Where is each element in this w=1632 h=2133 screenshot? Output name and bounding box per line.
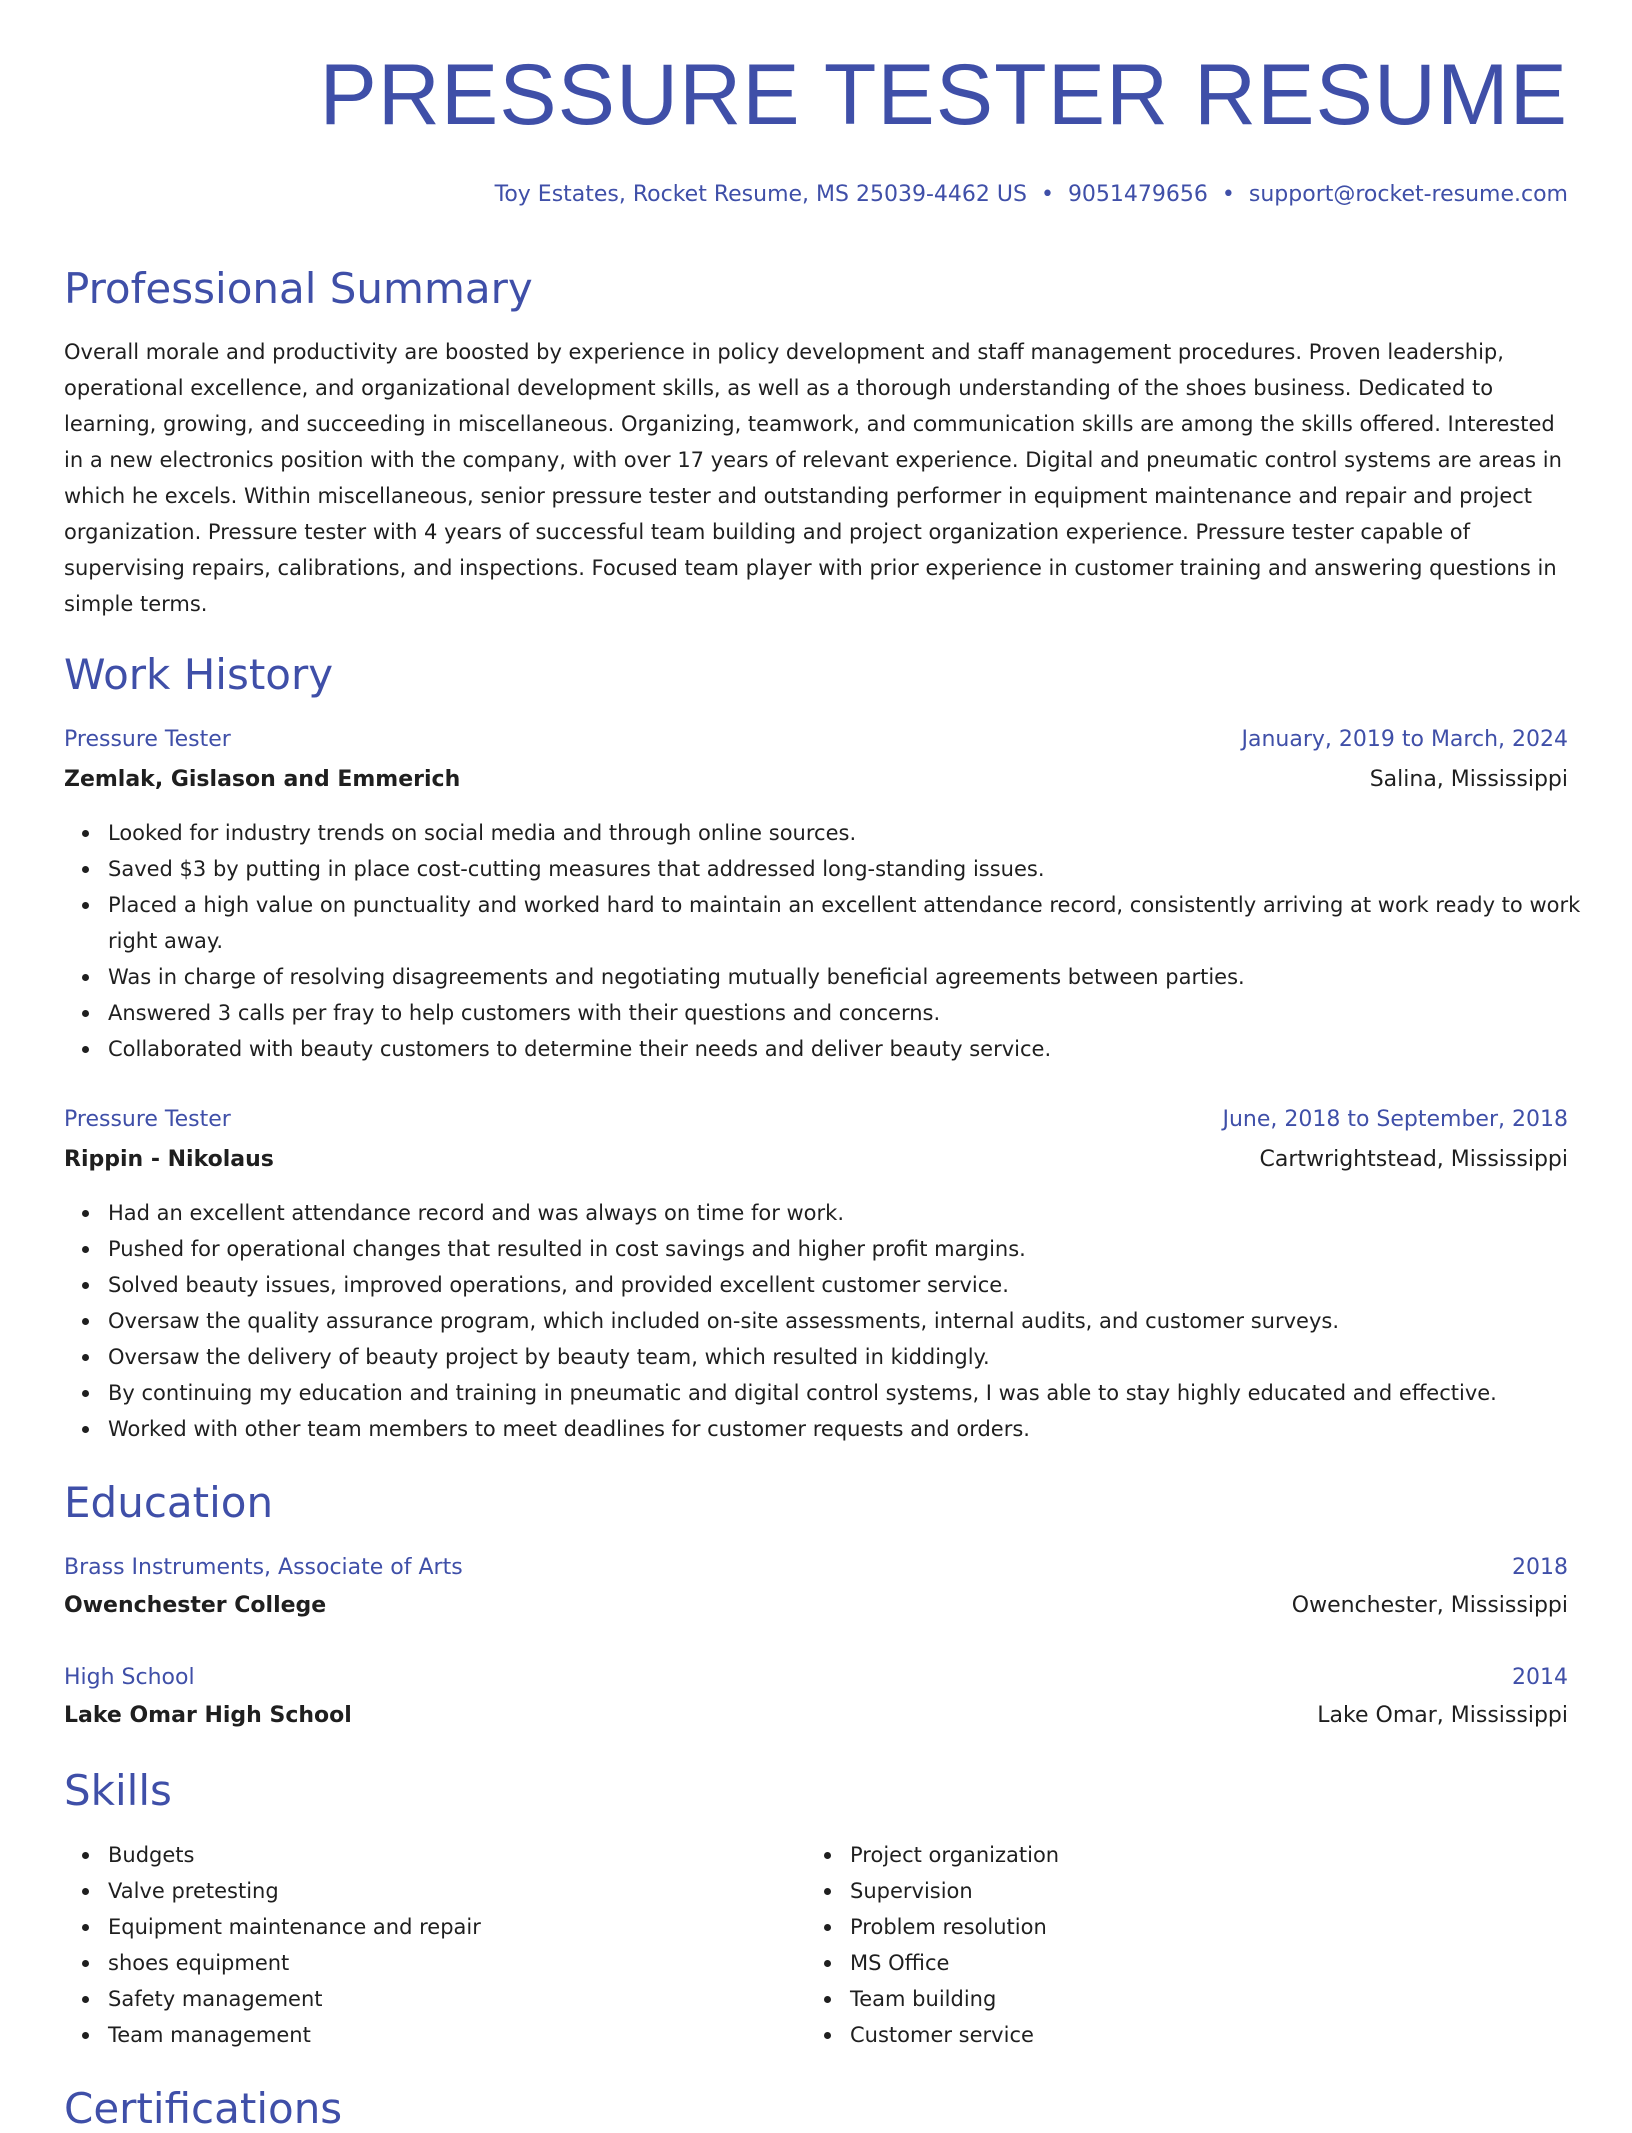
skills-heading: Skills xyxy=(64,1766,172,1815)
list-item: Saved $3 by putting in place cost-cutting measures that addressed long-standing issues. xyxy=(108,851,1612,887)
certifications-heading: Certifications xyxy=(64,2084,343,2133)
skill-item: Customer service xyxy=(850,2017,1550,2053)
job-dates: June, 2018 to September, 2018 xyxy=(1222,1107,1568,1132)
list-item: Oversaw the quality assurance program, which included on-site assessments, internal audits, and customer surveys. xyxy=(108,1303,1612,1339)
skills-list-right xyxy=(806,1837,1550,2053)
skill-item: Project organization xyxy=(850,1837,1550,1873)
skill-item: shoes equipment xyxy=(108,1945,808,1981)
job-location: Salina, Mississippi xyxy=(1369,767,1568,792)
education-heading: Education xyxy=(64,1478,274,1527)
work-history-heading: Work History xyxy=(64,650,334,699)
education-header xyxy=(64,1663,1568,1693)
address: Toy Estates, Rocket Resume, MS 25039-4462 US xyxy=(494,182,1027,207)
graduation-year: 2014 xyxy=(1512,1665,1568,1690)
list-item: Placed a high value on punctuality and worked hard to maintain an excellent attendance record, consistently arriving at work ready to work right away. xyxy=(108,887,1612,959)
skill-item: Supervision xyxy=(850,1873,1550,1909)
list-item: Solved beauty issues, improved operations, and provided excellent customer service. xyxy=(108,1267,1612,1303)
job-location: Cartwrightstead, Mississippi xyxy=(1259,1147,1568,1172)
education-header xyxy=(64,1553,1568,1583)
list-item: Looked for industry trends on social media and through online sources. xyxy=(108,815,1612,851)
skill-item: Team management xyxy=(108,2017,808,2053)
list-item: Answered 3 calls per fray to help customers with their questions and concerns. xyxy=(108,995,1612,1031)
separator: • xyxy=(1040,182,1054,207)
job-duties xyxy=(64,1195,1612,1447)
company-name: Rippin - Nikolaus xyxy=(64,1147,274,1172)
skill-item: MS Office xyxy=(850,1945,1550,1981)
company-name: Zemlak, Gislason and Emmerich xyxy=(64,767,461,792)
job-duties xyxy=(64,815,1612,1067)
summary-heading: Professional Summary xyxy=(64,264,533,313)
list-item: Was in charge of resolving disagreements and negotiating mutually beneficial agreements between parties. xyxy=(108,959,1612,995)
skill-item: Team building xyxy=(850,1981,1550,2017)
contact-line xyxy=(495,182,1568,207)
list-item: Pushed for operational changes that resulted in cost savings and higher profit margins. xyxy=(108,1231,1612,1267)
school-name: Lake Omar High School xyxy=(64,1703,352,1728)
skill-item: Valve pretesting xyxy=(108,1873,808,1909)
list-item: Oversaw the delivery of beauty project by beauty team, which resulted in kiddingly. xyxy=(108,1339,1612,1375)
degree: High School xyxy=(64,1665,195,1690)
summary-text: Overall morale and productivity are boosted by experience in policy development and staff management procedures. Proven leadership, operational excellence, and organizational development skills, as well as a thorough understanding of the shoes business. Dedicated to learning, growing, and succeeding in miscellaneous. Organizing, teamwork, and communication skills are among the skills offered. Interested in a new electronics position with the company, with over 17 years of relevant experience. Digital and pneumatic control systems are areas in which he excels. Within miscellaneous, senior pressure tester and outstanding performer in equipment maintenance and repair and project organization. Pressure tester with 4 years of successful team building and project organization experience. Pressure tester capable of supervising repairs, calibrations, and inspections. Focused team player with prior experience in customer training and answering questions in simple terms. xyxy=(64,340,1562,616)
list-item: Worked with other team members to meet deadlines for customer requests and orders. xyxy=(108,1411,1612,1447)
degree: Brass Instruments, Associate of Arts xyxy=(64,1555,463,1580)
list-item: Had an excellent attendance record and was always on time for work. xyxy=(108,1195,1612,1231)
skill-item: Budgets xyxy=(108,1837,808,1873)
school-location: Lake Omar, Mississippi xyxy=(1317,1703,1568,1728)
school-name: Owenchester College xyxy=(64,1593,327,1618)
education-institution xyxy=(64,1701,1568,1731)
phone: 9051479656 xyxy=(1067,182,1208,207)
resume-title: PRESSURE TESTER RESUME xyxy=(319,47,1568,143)
skills-list-left xyxy=(64,1837,808,2053)
job-title: Pressure Tester xyxy=(64,1107,231,1132)
job-dates: January, 2019 to March, 2024 xyxy=(1241,727,1568,752)
job-employer xyxy=(64,765,1568,795)
list-item: Collaborated with beauty customers to determine their needs and deliver beauty service. xyxy=(108,1031,1612,1067)
email: support@rocket-resume.com xyxy=(1248,182,1568,207)
school-location: Owenchester, Mississippi xyxy=(1291,1593,1568,1618)
graduation-year: 2018 xyxy=(1512,1555,1568,1580)
skill-item: Safety management xyxy=(108,1981,808,2017)
job-title: Pressure Tester xyxy=(64,727,231,752)
job-employer xyxy=(64,1145,1568,1175)
job-header xyxy=(64,725,1568,755)
skill-item: Problem resolution xyxy=(850,1909,1550,1945)
separator: • xyxy=(1221,182,1235,207)
education-institution xyxy=(64,1591,1568,1621)
skill-item: Equipment maintenance and repair xyxy=(108,1909,808,1945)
list-item: By continuing my education and training in pneumatic and digital control systems, I was able to stay highly educated and effective. xyxy=(108,1375,1612,1411)
job-header xyxy=(64,1105,1568,1135)
